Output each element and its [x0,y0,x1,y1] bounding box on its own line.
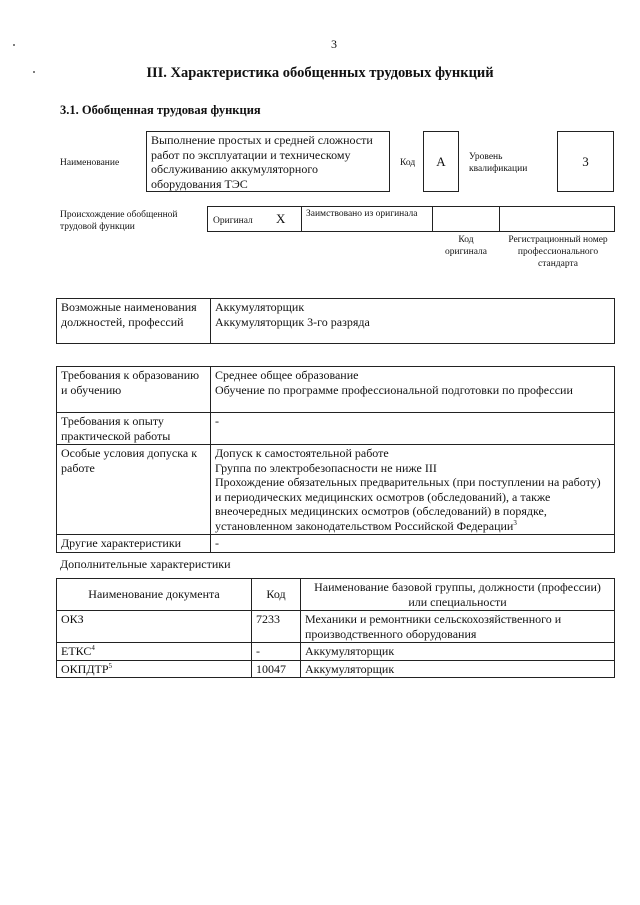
positions-label: Возможные наименования должностей, профессий [57,299,211,344]
doc-cell [57,660,252,678]
origin-divider [499,206,500,232]
req-label: Требования к образованию и обучению [57,367,211,413]
level-value: 3 [557,131,614,192]
footnote-mark: 3 [513,518,517,527]
req-label: Особые условия допуска к работе [57,445,211,535]
code-original-caption: Код оригинала [445,235,487,257]
group-name-cell: Аккумуляторщик [301,643,615,661]
page-number: 3 [331,37,337,51]
req-value [211,445,615,535]
req-line: Обучение по программе профессиональной подготовки по профессии [215,382,573,397]
table-row [57,643,615,661]
requirements-table [56,366,615,553]
position-name: Аккумуляторщик [215,300,305,314]
req-label: Другие характеристики [57,535,211,553]
req-line-text: Прохождение обязательных предварительных (при поступлении на работу) и периодических медицинских осмотров (обследований), а также внеочередных медицинских осмотров (обследований) в порядке, установленном законодательством Российской Федерации [215,475,601,533]
req-value [211,413,615,445]
req-line: Допуск к самостоятельной работе [215,446,389,460]
req-line: - [215,414,219,428]
code-cell: - [252,643,301,661]
footnote-mark: 5 [108,661,113,670]
additional-title: Дополнительные характеристики [60,557,231,571]
req-value [211,367,615,413]
table-row [57,367,615,413]
doc-name: ОКЗ [61,612,84,626]
req-label: Требования к опыту практической работы [57,413,211,445]
code-value: A [423,131,459,192]
name-label: Наименование [60,158,120,168]
positions-values [211,299,615,344]
table-row [57,445,615,535]
code-cell: 7233 [252,611,301,643]
req-line: - [215,536,219,550]
table-row [57,611,615,643]
doc-name: ЕТКС [61,644,92,658]
subsection-title: 3.1. Обобщенная трудовая функция [60,103,261,117]
additional-table [56,578,615,678]
doc-cell [57,611,252,643]
original-mark: X [276,211,286,226]
origin-divider [432,206,433,232]
req-line [215,475,610,533]
req-line: Среднее общее образование [215,368,359,382]
speck [13,44,15,46]
position-name: Аккумуляторщик 3-го разряда [215,314,370,329]
code-label: Код [400,158,416,168]
column-header: Код [252,579,301,611]
table-row [57,535,615,553]
footnote-mark: 4 [91,644,95,652]
level-label: Уровень квалификации [469,152,528,174]
table-row [57,413,615,445]
origin-label: Происхождение обобщенной трудовой функции [60,210,178,232]
doc-name: ОКПДТР [61,661,109,676]
group-name-cell: Механики и ремонтники сельскохозяйственного и производственного оборудования [301,611,615,643]
name-value: Выполнение простых и средней сложности работ по эксплуатации и техническому обслуживанию аккумуляторного оборудования ТЭС [146,131,390,192]
table-header-row [57,579,615,611]
reg-number-caption: Регистрационный номер профессионального стандарта [508,235,608,269]
req-line: Группа по электробезопасности не ниже III [215,460,437,475]
group-name-cell: Аккумуляторщик [301,660,615,678]
origin-divider [301,206,302,232]
code-cell: 10047 [252,660,301,678]
borrowed-label: Заимствовано из оригинала [306,209,418,219]
original-label: Оригинал [213,216,253,226]
section-title: III. Характеристика обобщенных трудовых функций [146,65,494,81]
table-row [57,299,615,344]
req-value [211,535,615,553]
doc-cell [57,643,252,661]
column-header: Наименование документа [57,579,252,611]
column-header: Наименование базовой группы, должности (профессии) или специальности [301,579,615,611]
table-row [57,660,615,678]
positions-table [56,298,615,344]
